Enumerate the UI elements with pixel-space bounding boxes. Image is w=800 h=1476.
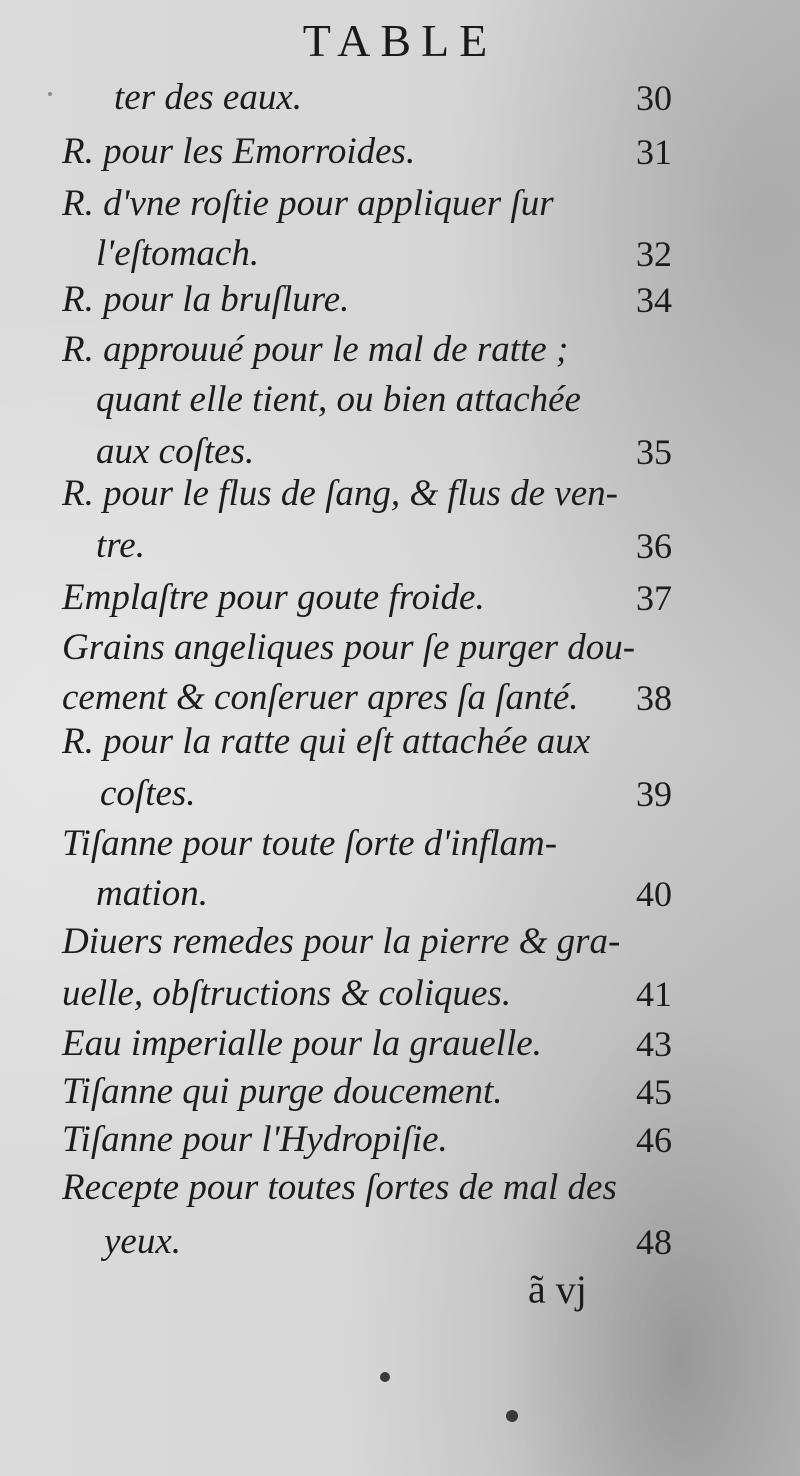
table-entry (0, 466, 800, 522)
table-entry (0, 272, 800, 328)
entry-text: R. pour la ratte qui eſt attachée aux (62, 721, 591, 762)
table-entry (0, 714, 800, 770)
entry-text: mation. (96, 873, 209, 914)
entry-text: R. pour le flus de ſang, & flus de ven- (62, 473, 618, 514)
page-number: 39 (636, 774, 672, 814)
entry-text: coſtes. (100, 773, 196, 814)
entry-text: R. approuué pour le mal de ratte ; (62, 329, 569, 370)
entry-text: R. pour la bruſlure. (62, 279, 350, 320)
entry-text: Emplaſtre pour goute froide. (62, 577, 485, 618)
table-entry (0, 766, 800, 822)
ink-spot (506, 1410, 518, 1422)
page-number: 41 (636, 974, 672, 1014)
table-entry (0, 176, 800, 232)
entry-text: ter des eaux. (114, 77, 303, 118)
entry-text: aux coſtes. (96, 431, 255, 472)
page-number: 40 (636, 874, 672, 914)
page-number: 48 (636, 1222, 672, 1262)
table-entry (0, 966, 800, 1022)
entry-text: Tiſanne pour l'Hydropiſie. (62, 1119, 448, 1160)
page-number: 32 (636, 234, 672, 274)
entry-text: tre. (96, 525, 145, 566)
entry-text: l'eſtomach. (96, 233, 260, 274)
page-title: TABLE (302, 15, 498, 66)
entry-text: R. d'vne roſtie pour appliquer ſur (62, 183, 554, 224)
table-entry (0, 372, 800, 428)
entry-text: Eau imperialle pour la grauelle. (62, 1023, 542, 1064)
signature-mark: ã vj (528, 1267, 587, 1312)
page-number: 36 (636, 526, 672, 566)
entry-text: R. pour les Emorroides. (62, 131, 416, 172)
page-number: 30 (636, 78, 672, 118)
page-number: 43 (636, 1024, 672, 1064)
table-entry (0, 1160, 800, 1216)
table-entry (0, 914, 800, 970)
entry-text: uelle, obſtructions & coliques. (62, 973, 512, 1014)
entry-text: Tiſanne qui purge doucement. (62, 1071, 503, 1112)
ink-spot (380, 1372, 390, 1382)
table-entry (0, 570, 800, 626)
table-entry (0, 322, 800, 378)
page-number: 37 (636, 578, 672, 618)
entry-text: yeux. (104, 1221, 182, 1262)
page-number: 46 (636, 1120, 672, 1160)
page-number: 35 (636, 432, 672, 472)
page-number: 31 (636, 132, 672, 172)
page-number: 38 (636, 678, 672, 718)
table-entry (0, 70, 800, 126)
table-entry (0, 816, 800, 872)
entry-text: Recepte pour toutes ſortes de mal des (62, 1167, 617, 1208)
entry-text: quant elle tient, ou bien attachée (96, 379, 581, 420)
table-entry (0, 1214, 800, 1270)
page-number: 34 (636, 280, 672, 320)
entry-text: Grains angeliques pour ſe purger dou- (62, 627, 636, 668)
entry-text: Diuers remedes pour la pierre & gra- (62, 921, 621, 962)
table-entry (0, 518, 800, 574)
entry-text: Tiſanne pour toute ſorte d'inflam- (62, 823, 558, 864)
table-entry (0, 124, 800, 180)
table-entry (0, 620, 800, 676)
entry-text: cement & conſeruer apres ſa ſanté. (62, 677, 579, 718)
page-number: 45 (636, 1072, 672, 1112)
